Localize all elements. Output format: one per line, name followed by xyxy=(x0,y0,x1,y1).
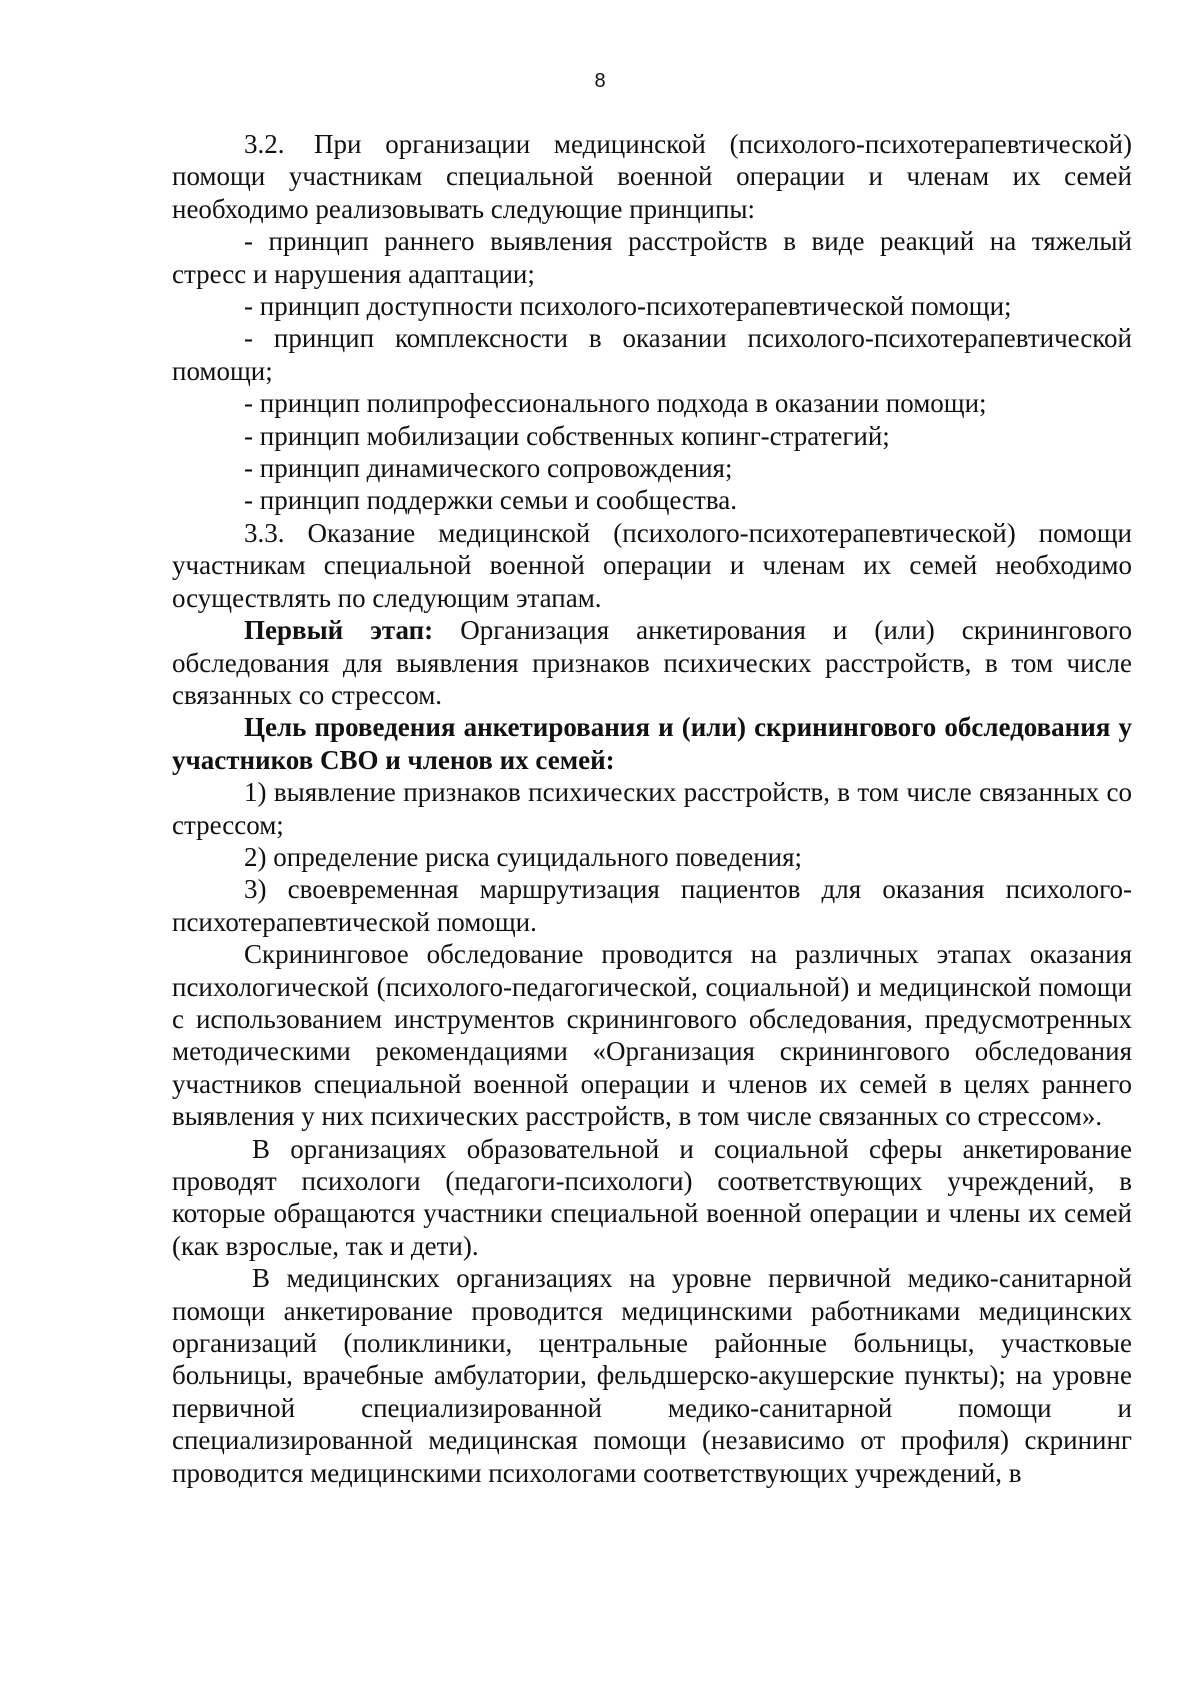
page-number: 8 xyxy=(594,70,606,92)
paragraph-text: В организациях образовательной и социальной сферы анкетирование проводят психологи (педагоги-психологи) соответствующих учреждений, в которые обращаются участники специальной военной операции и члены их семей (как взрослые, так и дети). xyxy=(172,1133,1132,1261)
list-item-text: - принцип раннего выявления расстройств в виде реакций на тяжелый стресс и нарушения адаптации; xyxy=(172,226,1132,289)
paragraph-education-orgs xyxy=(172,1133,1132,1263)
list-item xyxy=(172,225,1132,290)
list-item-text: - принцип комплексности в оказании психолого-психотерапевтической помощи; xyxy=(172,323,1132,386)
paragraph-text: При организации медицинской (психолого-психотерапевтической) помощи участникам специальной военной операции и членам их семей необходимо реализовывать следующие принципы: xyxy=(172,129,1132,224)
list-item xyxy=(172,322,1132,387)
section-number: 3.2. xyxy=(244,129,285,159)
numbered-item xyxy=(172,776,1132,841)
paragraph-text: Организация анкетирования и (или) скринингового обследования для выявления признаков психических расстройств, в том числе связанных со стрессом. xyxy=(172,615,1133,710)
goal-heading xyxy=(172,711,1132,776)
paragraph-screening xyxy=(172,938,1132,1132)
numbered-item-text: 3) своевременная маршрутизация пациентов для оказания психолого-психотерапевтической помощи. xyxy=(172,874,1132,937)
numbered-item-text: 2) определение риска суицидального поведения; xyxy=(244,841,803,872)
list-item-text: - принцип доступности психолого-психотерапевтической помощи; xyxy=(244,291,1012,322)
list-item xyxy=(172,290,1132,322)
list-item xyxy=(172,387,1132,419)
paragraph-3-3 xyxy=(172,517,1132,614)
list-item xyxy=(172,452,1132,484)
list-item xyxy=(172,484,1132,516)
numbered-item xyxy=(172,841,1132,873)
list-item xyxy=(172,420,1132,452)
list-item-text: - принцип полипрофессионального подхода в оказании помощи; xyxy=(244,388,987,419)
paragraph-medical-orgs xyxy=(172,1262,1132,1489)
list-item-text: - принцип динамического сопровождения; xyxy=(244,453,733,484)
paragraph-first-stage xyxy=(172,614,1132,711)
document-body xyxy=(172,128,1132,1489)
paragraph-3-2 xyxy=(172,128,1132,225)
numbered-item xyxy=(172,873,1132,938)
list-item-text: - принцип мобилизации собственных копинг-стратегий; xyxy=(244,420,890,451)
list-item-text: - принцип поддержки семьи и сообщества. xyxy=(244,485,737,516)
paragraph-text: Скрининговое обследование проводится на различных этапах оказания психологической (психолого-педагогической, социальной) и медицинской помощи с использованием инструментов скринингового обследования, предусмотренных методическими рекомендациями «Организация скринингового обследования участников специальной военной операции и членов их семей в целях раннего выявления у них психических расстройств, в том числе связанных со стрессом». xyxy=(172,939,1132,1132)
numbered-item-text: 1) выявление признаков психических расстройств, в том числе связанных со стрессом; xyxy=(172,777,1132,840)
goal-heading-text: Цель проведения анкетирования и (или) скринингового обследования у участников СВО и членов их семей: xyxy=(172,712,1132,775)
stage-heading: Первый этап: xyxy=(244,615,434,646)
paragraph-text: 3.3. Оказание медицинской (психолого-психотерапевтической) помощи участникам специальной военной операции и членам их семей необходимо осуществлять по следующим этапам. xyxy=(172,517,1132,613)
paragraph-text: В медицинских организациях на уровне первичной медико-санитарной помощи анкетирование проводится медицинскими работниками медицинских организаций (поликлиники, центральные районные больницы, участковые больницы, врачебные амбулатории, фельдшерско-акушерские пункты); на уровне первичной специализированной медико-санитарной помощи и специализированной медицинская помощи (независимо от профиля) скрининг проводится медицинскими психологами соответствующих учреждений, в xyxy=(172,1263,1132,1488)
